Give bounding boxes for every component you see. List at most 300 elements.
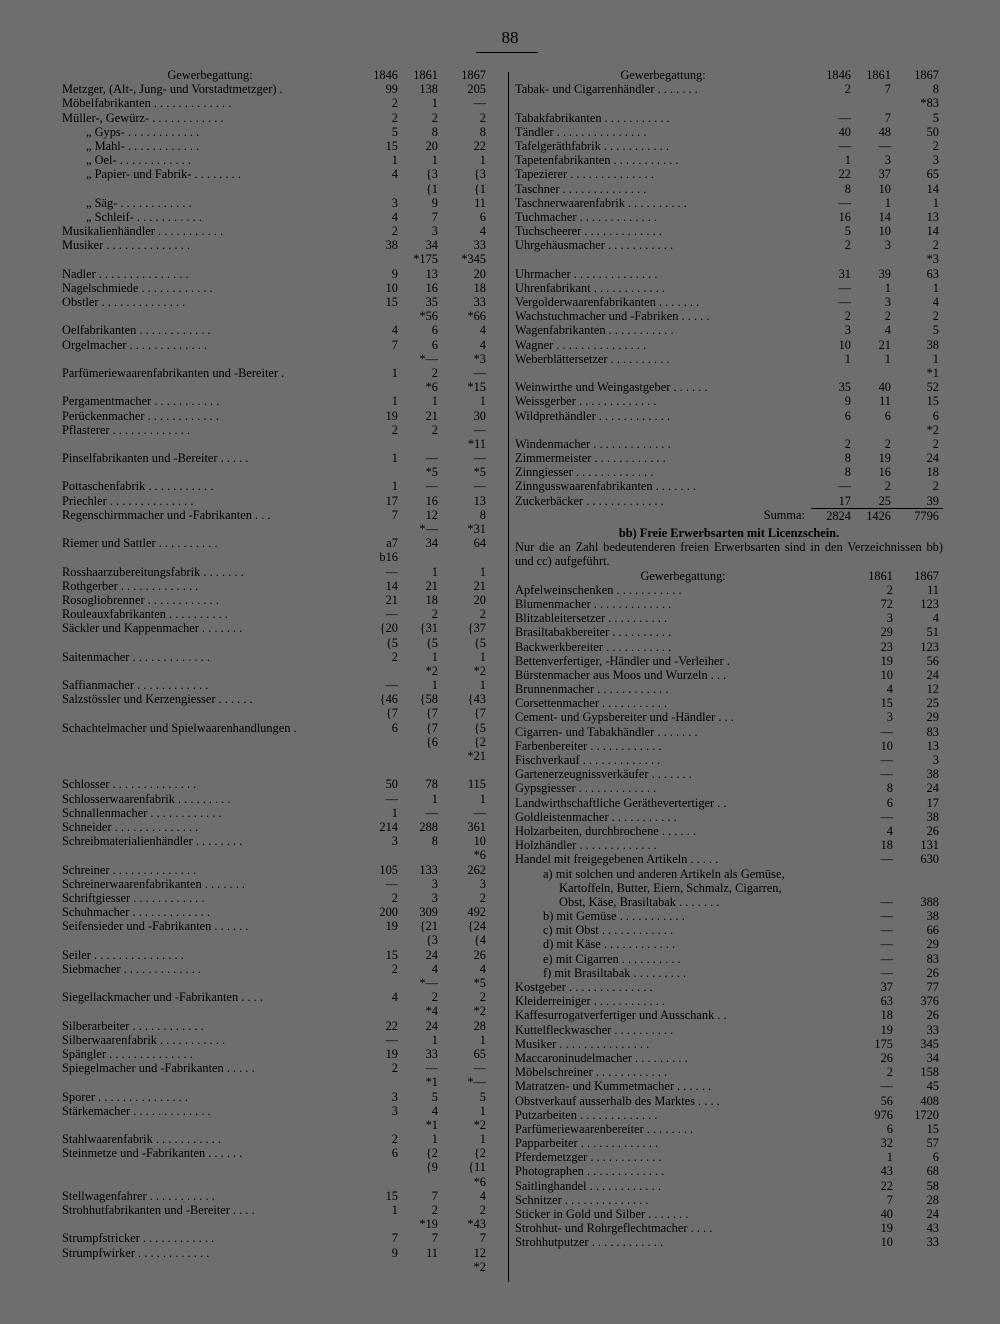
header2-year-1867: 1867 <box>914 568 939 583</box>
value-1846: 40 <box>838 124 851 139</box>
table-row <box>515 597 943 611</box>
value-1846: — <box>838 479 851 494</box>
table-row <box>62 1132 490 1146</box>
value-1846: — <box>385 564 398 579</box>
table-row <box>515 824 943 838</box>
row-label: Schreinerwaarenfabrikanten . . . . . . . <box>62 876 246 891</box>
value-1867: 11 <box>927 582 939 597</box>
table-row <box>515 1150 943 1164</box>
value-1861: 26 <box>880 1050 893 1065</box>
value-1867: 3 <box>932 753 939 768</box>
table-row <box>515 380 943 394</box>
value-1846: 2 <box>844 309 851 324</box>
value-1867: 361 <box>467 819 486 834</box>
value-1846: {5 <box>385 635 398 650</box>
value-1846: 1 <box>391 805 398 820</box>
row-label: Kleiderreiniger . . . . . . . . . . . . <box>515 994 666 1009</box>
row-label: Weberblättersetzer . . . . . . . . . . <box>515 351 670 366</box>
value-1861: 175 <box>874 1036 893 1051</box>
value-1846: — <box>838 195 851 210</box>
table-row <box>62 82 490 96</box>
row-label: Schnallenmacher . . . . . . . . . . . . <box>62 805 222 820</box>
value-1861: 1 <box>431 96 438 111</box>
value-1867: 2 <box>932 309 939 324</box>
header-year-1867: 1867 <box>914 68 939 82</box>
row-label: Stärkemacher . . . . . . . . . . . . . <box>62 1103 211 1118</box>
value-1861: 48 <box>878 124 891 139</box>
table-row <box>515 224 943 238</box>
table-row <box>62 281 490 295</box>
row-label: Saitenmacher . . . . . . . . . . . . . <box>62 649 210 664</box>
value-1846: 22 <box>385 1018 398 1033</box>
value-1861: 1 <box>884 280 891 295</box>
row-label: Strumpfstricker . . . . . . . . . . . . <box>62 1231 215 1246</box>
value-1861: 2 <box>884 479 891 494</box>
table-row <box>515 611 943 625</box>
row-label: Uhrmacher . . . . . . . . . . . . . . <box>515 266 658 281</box>
value-1867: {1 <box>473 181 486 196</box>
value-1861: *175 <box>413 252 438 267</box>
table-row <box>515 210 943 224</box>
row-label: Sporer . . . . . . . . . . . . . . . <box>62 1089 188 1104</box>
value-1861: — <box>425 805 438 820</box>
table-row <box>62 323 490 337</box>
value-1867: 21 <box>473 578 486 593</box>
value-1861: 8 <box>431 834 438 849</box>
value-1867: 1 <box>479 791 486 806</box>
row-label: Zuckerbäcker . . . . . . . . . . . . . <box>515 493 664 508</box>
table-row <box>62 919 490 933</box>
value-1867: 1 <box>479 564 486 579</box>
right-column <box>515 68 943 1250</box>
value-1867: 14 <box>926 181 939 196</box>
row-label: Gypsgiesser . . . . . . . . . . . . . <box>515 781 657 796</box>
value-1861: {7 <box>425 706 438 721</box>
table-row <box>62 338 490 352</box>
value-1861: 1 <box>884 351 891 366</box>
value-1861: 3 <box>431 876 438 891</box>
table-row <box>62 976 490 990</box>
row-label: Putzarbeiten . . . . . . . . . . . . . <box>515 1107 658 1122</box>
row-label: Tändler . . . . . . . . . . . . . . . <box>515 124 647 139</box>
header-year-1846: 1846 <box>373 68 398 82</box>
value-1867: {24 <box>467 919 486 934</box>
value-1846: 15 <box>385 295 398 309</box>
value-1861: *19 <box>419 1217 438 1232</box>
value-1861: 21 <box>878 337 891 352</box>
value-1861: 2 <box>886 1065 893 1080</box>
value-1846: 4 <box>391 209 398 224</box>
table-row <box>62 650 490 664</box>
value-1867: {11 <box>468 1160 486 1175</box>
table-row <box>62 96 490 110</box>
row-label: Zinngiesser . . . . . . . . . . . . . <box>515 465 654 480</box>
value-1861: 2 <box>431 422 438 437</box>
section-note: Nur die an Zahl bedeutenderen freien Erwerbsarten sind in den Verzeichnissen bb) und cc) aufgeführt. <box>515 540 943 569</box>
page-number: 88 <box>501 28 519 47</box>
table-row <box>62 295 490 309</box>
value-1867: — <box>473 1061 486 1076</box>
table-row <box>515 295 943 309</box>
row-label: Strohhutputzer . . . . . . . . . . . . <box>515 1235 663 1250</box>
value-1861: 29 <box>880 625 893 640</box>
value-1861: 3 <box>886 710 893 725</box>
table-row <box>515 640 943 654</box>
value-1846: {20 <box>379 621 398 636</box>
row-label: Schlosser . . . . . . . . . . . . . . <box>62 777 197 792</box>
table-row <box>515 1193 943 1207</box>
value-1861: — <box>878 138 891 153</box>
table-row <box>515 196 943 210</box>
value-1867: 13 <box>926 209 939 224</box>
value-1846: 1 <box>391 394 398 409</box>
row-label: Siebmacher . . . . . . . . . . . . . <box>62 961 202 976</box>
table-row <box>62 1004 490 1018</box>
value-1867: 34 <box>926 1050 939 1065</box>
value-1867: *2 <box>473 1004 486 1019</box>
row-label: Wagner . . . . . . . . . . . . . . . <box>515 337 647 352</box>
value-1861: {6 <box>425 734 438 749</box>
value-1861: {1 <box>425 181 438 196</box>
value-1867: 26 <box>926 823 939 838</box>
row-label: Riemer und Sattler . . . . . . . . . . <box>62 536 218 551</box>
value-1867: 2 <box>932 238 939 253</box>
value-1861: *2 <box>425 663 438 678</box>
value-1846: 2 <box>391 110 398 125</box>
row-label: Zinngusswaarenfabrikanten . . . . . . . <box>515 479 696 494</box>
value-1867: 43 <box>926 1221 939 1236</box>
table-row <box>515 881 943 895</box>
value-1846: 2 <box>391 96 398 111</box>
value-1861: 4 <box>884 323 891 338</box>
row-label: Perückenmacher . . . . . . . . . . . . <box>62 408 219 423</box>
table-row <box>515 682 943 696</box>
value-1861: 39 <box>878 266 891 281</box>
value-1867: 28 <box>473 1018 486 1033</box>
table-row <box>62 508 490 522</box>
value-1867 <box>899 881 943 895</box>
value-1861: 7 <box>431 1231 438 1246</box>
value-1861: 18 <box>880 838 893 853</box>
row-label: „ Mahl- . . . . . . . . . . . . <box>86 138 200 153</box>
row-label: Kaffesurrogatverfertiger und Ausschank . . <box>515 1008 727 1023</box>
value-1861: *— <box>419 976 438 990</box>
row-label: Gartenerzeugnissverkäufer . . . . . . . <box>515 767 692 782</box>
value-1867: {4 <box>473 933 486 948</box>
table-row <box>515 895 943 909</box>
column-divider <box>508 72 509 1282</box>
table-row <box>62 933 490 947</box>
value-1861: 24 <box>425 947 438 962</box>
row-label: Uhrenfabrikant . . . . . . . . . . . . <box>515 280 666 295</box>
value-1846: 3 <box>391 1089 398 1104</box>
value-1867: 345 <box>920 1036 939 1051</box>
value-1861: 35 <box>425 295 438 309</box>
value-1861: 11 <box>426 1245 438 1260</box>
row-label: Rosshaarzubereitungsfabrik . . . . . . . <box>62 564 244 579</box>
value-1867: *21 <box>467 749 486 763</box>
value-1846: 5 <box>844 224 851 239</box>
table-row <box>515 1094 943 1108</box>
row-label: Kostgeber . . . . . . . . . . . . . . <box>515 980 653 995</box>
value-1867: 123 <box>920 639 939 654</box>
row-label: Metzger, (Alt-, Jung- und Vorstadtmetzger) . <box>62 82 283 97</box>
value-1846: 22 <box>838 167 851 182</box>
row-label: Photographen . . . . . . . . . . . . . <box>515 1164 665 1179</box>
summa-1861: 1426 <box>855 508 895 523</box>
table-row <box>62 267 490 281</box>
value-1861: 16 <box>425 493 438 508</box>
value-1867: 4 <box>479 961 486 976</box>
value-1867: 39 <box>926 493 939 508</box>
value-1867: 24 <box>926 667 939 682</box>
row-label: Stellwagenfahrer . . . . . . . . . . . <box>62 1188 215 1203</box>
value-1867: 28 <box>926 1192 939 1207</box>
table-row <box>62 905 490 919</box>
value-1861: {7 <box>425 720 438 735</box>
summa-row <box>515 508 943 522</box>
row-label: e) mit Cigarren . . . . . . . . . . <box>543 951 681 966</box>
table-row <box>62 196 490 210</box>
value-1867: *2 <box>926 422 939 437</box>
value-1867: 29 <box>926 937 939 952</box>
value-1867: 262 <box>467 862 486 877</box>
table-row <box>515 753 943 767</box>
value-1861: 5 <box>431 1089 438 1104</box>
value-1861: 10 <box>880 667 893 682</box>
value-1867: 38 <box>926 909 939 924</box>
row-label: Oelfabrikanten . . . . . . . . . . . . <box>62 323 211 338</box>
table-row <box>62 1231 490 1245</box>
table-row <box>515 153 943 167</box>
table-row <box>62 252 490 266</box>
value-1867: — <box>473 479 486 494</box>
value-1867: 64 <box>473 536 486 551</box>
row-label: Nagelschmiede . . . . . . . . . . . . <box>62 280 213 295</box>
row-label: „ Oel- . . . . . . . . . . . . <box>86 153 191 168</box>
left-table-body <box>62 82 490 1274</box>
table-row <box>62 579 490 593</box>
row-label: Pergamentmacher . . . . . . . . . . . <box>62 394 220 409</box>
value-1867: 7 <box>479 1231 486 1246</box>
table-row <box>62 409 490 423</box>
value-1846: 17 <box>385 493 398 508</box>
row-label: Musiker . . . . . . . . . . . . . . . <box>515 1036 650 1051</box>
table-row <box>62 1090 490 1104</box>
value-1861: 20 <box>425 138 438 153</box>
value-1846: — <box>838 280 851 295</box>
value-1867: 10 <box>473 834 486 849</box>
value-1867: 38 <box>926 809 939 824</box>
value-1861: 1 <box>431 564 438 579</box>
value-1861: *6 <box>425 380 438 395</box>
table-row <box>62 792 490 806</box>
row-label: Rouleauxfabrikanten . . . . . . . . . . <box>62 607 228 622</box>
value-1867: 492 <box>467 905 486 920</box>
value-1867: 18 <box>473 280 486 295</box>
row-label: Weissgerber . . . . . . . . . . . . . <box>515 394 657 409</box>
value-1867: *11 <box>467 436 486 451</box>
row-label: Parfümeriewaarenbereiter . . . . . . . . <box>515 1121 694 1136</box>
table-row <box>515 966 943 980</box>
value-1846: — <box>385 791 398 806</box>
table-row <box>515 1065 943 1079</box>
row-label: Schnitzer . . . . . . . . . . . . . . <box>515 1192 649 1207</box>
value-1867: *6 <box>473 848 486 863</box>
value-1867: 1 <box>932 280 939 295</box>
value-1867: 2 <box>479 110 486 125</box>
value-1846: 1 <box>391 1203 398 1217</box>
value-1846: 99 <box>385 82 398 97</box>
row-label: Orgelmacher . . . . . . . . . . . . . <box>62 337 207 352</box>
row-label: Cement- und Gypsbereiter und -Händler . . . <box>515 710 734 725</box>
table-row <box>62 380 490 394</box>
row-label: Holzhändler . . . . . . . . . . . . . <box>515 838 657 853</box>
value-1861: — <box>880 1079 893 1094</box>
value-1846: 4 <box>391 990 398 1005</box>
value-1861: 6 <box>884 408 891 423</box>
table-row <box>62 1217 490 1231</box>
value-1867: 2 <box>479 990 486 1005</box>
table-row <box>515 583 943 597</box>
value-1867: 4 <box>479 323 486 338</box>
table-row <box>62 664 490 678</box>
value-1867: 26 <box>926 965 939 980</box>
value-1861: 8 <box>431 124 438 139</box>
row-label: Siegellackmacher und -Fabrikanten . . . . <box>62 990 263 1005</box>
row-label: Taschnerwaarenfabrik . . . . . . . . . . <box>515 195 687 210</box>
value-1867: {2 <box>473 1146 486 1161</box>
row-label: Handel mit freigegebenen Artikeln . . . . . <box>515 852 719 867</box>
value-1861 <box>851 881 899 895</box>
value-1861: — <box>425 1061 438 1076</box>
row-label: Nadler . . . . . . . . . . . . . . . <box>62 266 189 281</box>
table-row <box>62 706 490 720</box>
row-label: Regenschirmmacher und -Fabrikanten . . . <box>62 507 271 522</box>
header2-gewerbegattung: Gewerbegattung: <box>640 568 726 583</box>
value-1846: 14 <box>385 578 398 593</box>
value-1861: 7 <box>884 110 891 125</box>
value-1861: 4 <box>886 823 893 838</box>
value-1861: 21 <box>425 578 438 593</box>
value-1846: 2 <box>391 649 398 664</box>
table-row <box>62 636 490 650</box>
row-label: Schneider . . . . . . . . . . . . . . <box>62 819 199 834</box>
value-1846: 3 <box>391 834 398 849</box>
value-1867: 4 <box>479 1188 486 1203</box>
summa-1867: 7796 <box>895 508 943 523</box>
value-1867: 376 <box>920 994 939 1009</box>
value-1861: 72 <box>880 596 893 611</box>
page-number-rule <box>476 52 538 53</box>
value-1846: 1 <box>391 451 398 466</box>
table-row <box>515 838 943 852</box>
summa-label: Summa: <box>763 507 805 522</box>
row-label: Tuchmacher . . . . . . . . . . . . . <box>515 209 658 224</box>
value-1867: 4 <box>479 337 486 352</box>
value-1846: 15 <box>385 138 398 153</box>
table-row <box>62 550 490 564</box>
value-1861: 2 <box>886 582 893 597</box>
row-label: Cigarren- und Tabakhändler . . . . . . . <box>515 724 698 739</box>
row-label: Schreibmaterialienhändler . . . . . . . . <box>62 834 243 849</box>
value-1867: 66 <box>926 923 939 938</box>
value-1861: 3 <box>431 890 438 905</box>
table-row <box>62 494 490 508</box>
value-1861: 3 <box>884 153 891 168</box>
value-1861: 2 <box>431 365 438 380</box>
row-label: Maccaroninudelmacher . . . . . . . . . <box>515 1050 688 1065</box>
value-1861: 40 <box>878 380 891 395</box>
value-1861: 2 <box>884 309 891 324</box>
value-1867: 33 <box>473 238 486 253</box>
summa-1846: 2824 <box>811 508 855 523</box>
value-1861: 11 <box>879 394 891 409</box>
row-label: Blumenmacher . . . . . . . . . . . . . <box>515 596 672 611</box>
table-row <box>515 281 943 295</box>
value-1867: *6 <box>473 1174 486 1189</box>
value-1867: {5 <box>473 635 486 650</box>
value-1861: 78 <box>425 777 438 792</box>
value-1846: 7 <box>391 337 398 352</box>
table-row <box>515 1136 943 1150</box>
table-row <box>62 877 490 891</box>
table-row <box>515 1051 943 1065</box>
value-1867: {37 <box>467 621 486 636</box>
value-1861: *— <box>419 351 438 366</box>
value-1861: *1 <box>425 1075 438 1090</box>
value-1867: 24 <box>926 781 939 796</box>
right-table-body <box>515 82 943 508</box>
table-row <box>62 1019 490 1033</box>
section-title-row <box>515 526 943 540</box>
value-1867: 1 <box>932 351 939 366</box>
row-label: „ Papier- und Fabrik- . . . . . . . . <box>86 167 241 182</box>
value-1867: 123 <box>920 596 939 611</box>
table-row <box>62 1189 490 1203</box>
value-1867: 2 <box>932 436 939 451</box>
value-1846: 19 <box>385 919 398 934</box>
value-1867: 12 <box>926 682 939 697</box>
value-1861: 3 <box>886 611 893 626</box>
value-1861: 37 <box>880 980 893 995</box>
value-1861: 6 <box>886 1121 893 1136</box>
value-1867: 5 <box>932 323 939 338</box>
value-1867: 63 <box>926 266 939 281</box>
table-row <box>62 948 490 962</box>
row-label: b) mit Gemüse . . . . . . . . . . . <box>543 909 685 924</box>
value-1861: 1 <box>431 678 438 693</box>
value-1867: 29 <box>926 710 939 725</box>
row-label: Brasiltabakbereiter . . . . . . . . . . <box>515 625 672 640</box>
table-row <box>515 494 943 508</box>
value-1867: *66 <box>467 309 486 324</box>
value-1867: *31 <box>467 522 486 536</box>
value-1867: {43 <box>467 692 486 707</box>
table-row <box>62 451 490 465</box>
value-1846: 21 <box>385 592 398 607</box>
value-1861: 25 <box>878 493 891 508</box>
row-label: Kuttelfleckwascher . . . . . . . . . . <box>515 1022 674 1037</box>
value-1867: 14 <box>926 224 939 239</box>
row-label: Wachstuchmacher und -Fabriken . . . . . <box>515 309 710 324</box>
row-label: a) mit solchen und anderen Artikeln als Gemüse, <box>543 866 785 881</box>
value-1846: 8 <box>844 181 851 196</box>
value-1846: 17 <box>838 493 851 508</box>
header-year-1846: 1846 <box>826 68 851 82</box>
value-1861: 43 <box>880 1164 893 1179</box>
row-label: Tapezierer . . . . . . . . . . . . . . <box>515 167 654 182</box>
